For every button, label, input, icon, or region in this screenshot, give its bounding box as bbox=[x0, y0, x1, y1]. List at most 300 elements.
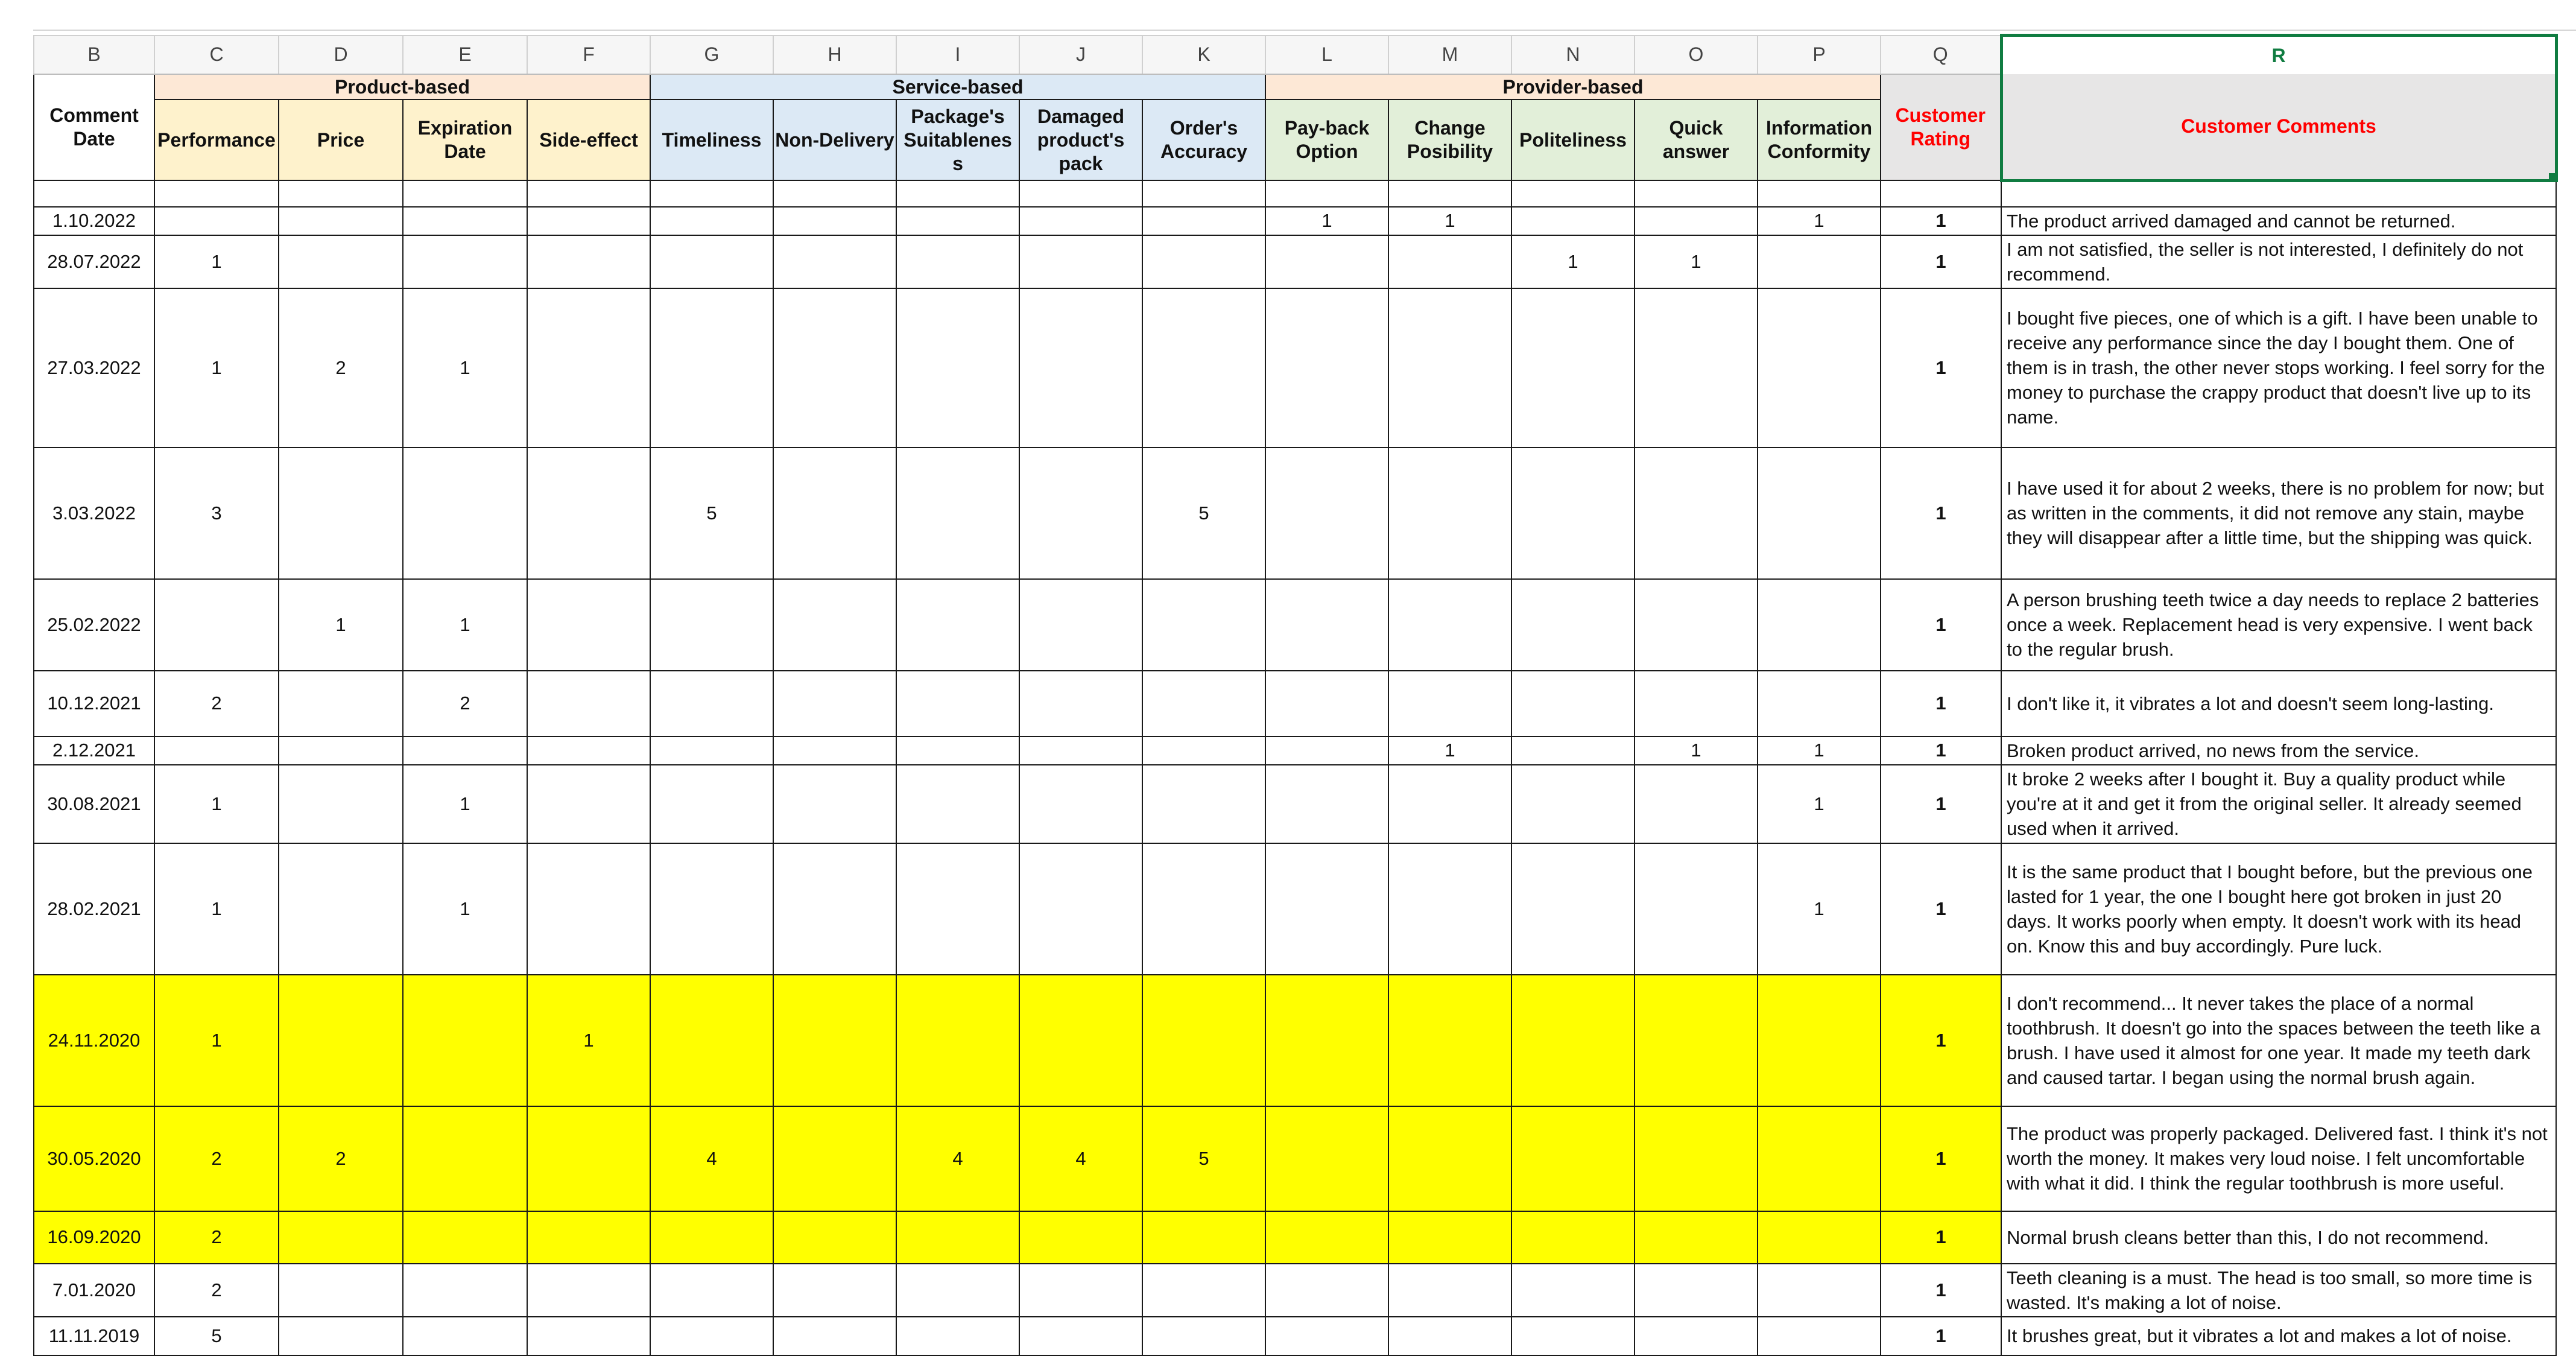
blank-cell[interactable] bbox=[1511, 180, 1635, 207]
comment-cell[interactable]: It is the same product that I bought before, but the previous one lasted for 1 year, the one I bought here got broken in just 20 days. It works poorly when empty. It doesn't work with its head on. Know this and buy accordingly. Pure luck. bbox=[2001, 843, 2556, 975]
score-cell[interactable] bbox=[896, 288, 1019, 448]
score-cell[interactable] bbox=[773, 207, 896, 235]
score-cell[interactable] bbox=[773, 975, 896, 1106]
group-product-based[interactable]: Product-based bbox=[154, 74, 650, 100]
column-header-n[interactable]: N bbox=[1511, 36, 1635, 75]
score-cell[interactable] bbox=[1265, 235, 1388, 288]
score-cell[interactable] bbox=[1388, 448, 1511, 579]
column-header-f[interactable]: F bbox=[527, 36, 650, 75]
column-header-m[interactable]: M bbox=[1388, 36, 1511, 75]
column-header-d[interactable]: D bbox=[279, 36, 403, 75]
score-cell[interactable] bbox=[1265, 1317, 1388, 1355]
table-row bbox=[34, 579, 2556, 671]
score-cell[interactable] bbox=[1265, 579, 1388, 671]
score-cell[interactable] bbox=[896, 448, 1019, 579]
rating-cell[interactable]: 1 bbox=[1881, 765, 2001, 843]
score-cell[interactable] bbox=[1388, 1317, 1511, 1355]
score-cell[interactable] bbox=[1511, 1264, 1635, 1317]
score-cell[interactable] bbox=[279, 975, 403, 1106]
score-cell[interactable] bbox=[896, 737, 1019, 765]
table-row bbox=[34, 448, 2556, 579]
header-customer-comments[interactable] bbox=[2001, 74, 2556, 180]
score-cell[interactable] bbox=[1511, 1317, 1635, 1355]
score-cell[interactable] bbox=[527, 1317, 650, 1355]
score-cell[interactable] bbox=[1388, 975, 1511, 1106]
score-cell[interactable] bbox=[1265, 1211, 1388, 1264]
score-cell[interactable]: 4 bbox=[650, 1106, 773, 1211]
score-cell[interactable] bbox=[1019, 579, 1142, 671]
score-cell[interactable] bbox=[527, 448, 650, 579]
score-cell[interactable] bbox=[1142, 579, 1265, 671]
score-cell[interactable] bbox=[896, 235, 1019, 288]
rating-cell[interactable]: 1 bbox=[1881, 579, 2001, 671]
score-cell[interactable] bbox=[527, 288, 650, 448]
score-cell[interactable] bbox=[1511, 975, 1635, 1106]
score-cell[interactable] bbox=[1511, 288, 1635, 448]
blank-cell[interactable] bbox=[896, 180, 1019, 207]
comment-cell[interactable]: The product arrived damaged and cannot be returned. bbox=[2001, 207, 2556, 235]
score-cell[interactable] bbox=[1019, 671, 1142, 737]
score-cell[interactable] bbox=[1388, 1264, 1511, 1317]
date-cell[interactable]: 10.12.2021 bbox=[34, 671, 154, 737]
score-cell[interactable] bbox=[279, 765, 403, 843]
score-cell[interactable] bbox=[1142, 975, 1265, 1106]
blank-cell[interactable] bbox=[154, 180, 279, 207]
score-cell[interactable]: 2 bbox=[154, 1106, 279, 1211]
blank-cell[interactable] bbox=[527, 180, 650, 207]
rating-cell[interactable]: 1 bbox=[1881, 1264, 2001, 1317]
header-customer-comments-label: Customer Comments bbox=[2181, 115, 2376, 138]
score-cell[interactable]: 1 bbox=[154, 235, 279, 288]
score-cell[interactable] bbox=[1758, 671, 1881, 737]
date-cell[interactable]: 1.10.2022 bbox=[34, 207, 154, 235]
score-cell[interactable] bbox=[650, 765, 773, 843]
score-cell[interactable] bbox=[1758, 975, 1881, 1106]
score-cell[interactable] bbox=[650, 843, 773, 975]
comment-cell[interactable]: I don't recommend... It never takes the place of a normal toothbrush. It doesn't go into the spaces between the teeth like a brush. I have used it almost for one year. It made my teeth dark and caused tartar. I began using the normal brush again. bbox=[2001, 975, 2556, 1106]
score-cell[interactable] bbox=[1635, 207, 1758, 235]
rating-cell[interactable]: 1 bbox=[1881, 207, 2001, 235]
comment-cell[interactable]: It broke 2 weeks after I bought it. Buy a quality product while you're at it and get it from the original seller. It already seemed used when it arrived. bbox=[2001, 765, 2556, 843]
score-cell[interactable] bbox=[1019, 1317, 1142, 1355]
score-cell[interactable]: 1 bbox=[1758, 765, 1881, 843]
score-cell[interactable]: 1 bbox=[403, 843, 527, 975]
score-cell[interactable] bbox=[154, 207, 279, 235]
score-cell[interactable] bbox=[650, 1211, 773, 1264]
score-cell[interactable] bbox=[1635, 579, 1758, 671]
score-cell[interactable] bbox=[527, 671, 650, 737]
score-cell[interactable] bbox=[650, 1264, 773, 1317]
date-cell[interactable]: 11.11.2019 bbox=[34, 1317, 154, 1355]
score-cell[interactable] bbox=[279, 1211, 403, 1264]
comment-cell[interactable]: Teeth cleaning is a must. The head is too small, so more time is wasted. It's making a lot of noise. bbox=[2001, 1264, 2556, 1317]
score-cell[interactable]: 1 bbox=[527, 975, 650, 1106]
score-cell[interactable] bbox=[1758, 1211, 1881, 1264]
score-cell[interactable] bbox=[650, 207, 773, 235]
score-cell[interactable] bbox=[154, 579, 279, 671]
column-header-r[interactable]: R bbox=[2001, 36, 2556, 75]
date-cell[interactable]: 30.08.2021 bbox=[34, 765, 154, 843]
score-cell[interactable]: 2 bbox=[403, 671, 527, 737]
score-cell[interactable] bbox=[527, 1264, 650, 1317]
score-cell[interactable] bbox=[1265, 1264, 1388, 1317]
score-cell[interactable] bbox=[896, 975, 1019, 1106]
score-cell[interactable]: 4 bbox=[1019, 1106, 1142, 1211]
score-cell[interactable] bbox=[1388, 843, 1511, 975]
score-cell[interactable] bbox=[773, 737, 896, 765]
score-cell[interactable] bbox=[1758, 579, 1881, 671]
blank-cell[interactable] bbox=[1019, 180, 1142, 207]
score-cell[interactable]: 1 bbox=[154, 765, 279, 843]
score-cell[interactable] bbox=[1511, 765, 1635, 843]
score-cell[interactable]: 1 bbox=[1758, 737, 1881, 765]
date-cell[interactable]: 28.02.2021 bbox=[34, 843, 154, 975]
score-cell[interactable]: 1 bbox=[154, 975, 279, 1106]
score-cell[interactable] bbox=[896, 207, 1019, 235]
score-cell[interactable] bbox=[1758, 1317, 1881, 1355]
blank-cell[interactable] bbox=[1265, 180, 1388, 207]
score-cell[interactable]: 4 bbox=[896, 1106, 1019, 1211]
header-payback-option[interactable]: Pay-back Option bbox=[1265, 100, 1388, 180]
score-cell[interactable] bbox=[896, 579, 1019, 671]
score-cell[interactable] bbox=[279, 1317, 403, 1355]
blank-cell[interactable] bbox=[650, 180, 773, 207]
score-cell[interactable] bbox=[1142, 1317, 1265, 1355]
rating-cell[interactable]: 1 bbox=[1881, 235, 2001, 288]
score-cell[interactable] bbox=[403, 448, 527, 579]
score-cell[interactable]: 5 bbox=[1142, 1106, 1265, 1211]
score-cell[interactable] bbox=[1388, 765, 1511, 843]
score-cell[interactable] bbox=[1265, 737, 1388, 765]
comment-cell[interactable]: It brushes great, but it vibrates a lot and makes a lot of noise. bbox=[2001, 1317, 2556, 1355]
score-cell[interactable] bbox=[1265, 1106, 1388, 1211]
score-cell[interactable] bbox=[1758, 448, 1881, 579]
date-cell[interactable]: 3.03.2022 bbox=[34, 448, 154, 579]
score-cell[interactable] bbox=[1758, 1264, 1881, 1317]
score-cell[interactable] bbox=[403, 1211, 527, 1264]
score-cell[interactable]: 1 bbox=[1635, 737, 1758, 765]
score-cell[interactable] bbox=[1635, 975, 1758, 1106]
score-cell[interactable] bbox=[896, 1264, 1019, 1317]
score-cell[interactable]: 2 bbox=[154, 1211, 279, 1264]
score-cell[interactable] bbox=[1019, 235, 1142, 288]
date-cell[interactable]: 27.03.2022 bbox=[34, 288, 154, 448]
score-cell[interactable]: 5 bbox=[650, 448, 773, 579]
score-cell[interactable] bbox=[527, 1211, 650, 1264]
score-cell[interactable] bbox=[650, 288, 773, 448]
table-row bbox=[34, 975, 2556, 1106]
score-cell[interactable] bbox=[1019, 207, 1142, 235]
score-cell[interactable] bbox=[650, 579, 773, 671]
score-cell[interactable] bbox=[1142, 235, 1265, 288]
fill-handle[interactable] bbox=[2549, 173, 2557, 181]
score-cell[interactable] bbox=[1142, 843, 1265, 975]
table-row bbox=[34, 288, 2556, 448]
score-cell[interactable] bbox=[279, 737, 403, 765]
score-cell[interactable] bbox=[1142, 1211, 1265, 1264]
header-side-effect[interactable]: Side-effect bbox=[527, 100, 650, 180]
column-header-c[interactable]: C bbox=[154, 36, 279, 75]
score-cell[interactable] bbox=[1635, 1106, 1758, 1211]
group-provider-based[interactable]: Provider-based bbox=[1265, 74, 1881, 100]
score-cell[interactable] bbox=[1019, 448, 1142, 579]
score-cell[interactable] bbox=[1511, 207, 1635, 235]
score-cell[interactable]: 1 bbox=[279, 579, 403, 671]
date-cell[interactable]: 30.05.2020 bbox=[34, 1106, 154, 1211]
score-cell[interactable] bbox=[527, 1106, 650, 1211]
score-cell[interactable] bbox=[279, 207, 403, 235]
score-cell[interactable] bbox=[1019, 975, 1142, 1106]
score-cell[interactable] bbox=[1635, 288, 1758, 448]
score-cell[interactable] bbox=[1511, 737, 1635, 765]
score-cell[interactable] bbox=[650, 235, 773, 288]
date-cell[interactable]: 24.11.2020 bbox=[34, 975, 154, 1106]
score-cell[interactable] bbox=[154, 737, 279, 765]
header-expiration-date[interactable]: Expiration Date bbox=[403, 100, 527, 180]
score-cell[interactable] bbox=[403, 1264, 527, 1317]
score-cell[interactable]: 1 bbox=[1388, 737, 1511, 765]
score-cell[interactable] bbox=[773, 579, 896, 671]
header-information-conformity[interactable]: Information Conformity bbox=[1758, 100, 1881, 180]
header-package-suitableness[interactable]: Package's Suitablenes s bbox=[896, 100, 1019, 180]
score-cell[interactable] bbox=[279, 671, 403, 737]
score-cell[interactable]: 2 bbox=[279, 1106, 403, 1211]
score-cell[interactable] bbox=[403, 975, 527, 1106]
score-cell[interactable]: 5 bbox=[154, 1317, 279, 1355]
rating-cell[interactable]: 1 bbox=[1881, 1317, 2001, 1355]
blank-cell[interactable] bbox=[1142, 180, 1265, 207]
score-cell[interactable]: 2 bbox=[154, 671, 279, 737]
score-cell[interactable]: 1 bbox=[1758, 843, 1881, 975]
header-order-accuracy[interactable]: Order's Accuracy bbox=[1142, 100, 1265, 180]
comment-cell[interactable]: I have used it for about 2 weeks, there is no problem for now; but as written in the comments, it did not remove any stain, maybe they will disappear after a little time, but the shipping was quick. bbox=[2001, 448, 2556, 579]
score-cell[interactable] bbox=[1511, 671, 1635, 737]
column-header-row bbox=[34, 36, 2556, 75]
score-cell[interactable] bbox=[773, 1264, 896, 1317]
score-cell[interactable] bbox=[1265, 671, 1388, 737]
score-cell[interactable] bbox=[1635, 1317, 1758, 1355]
score-cell[interactable]: 1 bbox=[1388, 207, 1511, 235]
blank-cell[interactable] bbox=[1388, 180, 1511, 207]
score-cell[interactable] bbox=[896, 671, 1019, 737]
header-customer-rating[interactable]: Customer Rating bbox=[1881, 74, 2001, 180]
score-cell[interactable]: 1 bbox=[154, 843, 279, 975]
score-cell[interactable] bbox=[650, 671, 773, 737]
column-header-q[interactable]: Q bbox=[1881, 36, 2001, 75]
score-cell[interactable] bbox=[403, 1106, 527, 1211]
score-cell[interactable] bbox=[773, 1106, 896, 1211]
score-cell[interactable] bbox=[773, 448, 896, 579]
header-damaged-pack[interactable]: Damaged product's pack bbox=[1019, 100, 1142, 180]
score-cell[interactable] bbox=[773, 235, 896, 288]
score-cell[interactable] bbox=[527, 765, 650, 843]
column-header-i[interactable]: I bbox=[896, 36, 1019, 75]
score-cell[interactable] bbox=[279, 448, 403, 579]
column-header-o[interactable]: O bbox=[1635, 36, 1758, 75]
score-cell[interactable] bbox=[279, 235, 403, 288]
score-cell[interactable] bbox=[1635, 448, 1758, 579]
rating-cell[interactable]: 1 bbox=[1881, 671, 2001, 737]
score-cell[interactable] bbox=[896, 1317, 1019, 1355]
score-cell[interactable] bbox=[1388, 288, 1511, 448]
score-cell[interactable]: 1 bbox=[1635, 235, 1758, 288]
score-cell[interactable] bbox=[896, 765, 1019, 843]
score-cell[interactable] bbox=[650, 1317, 773, 1355]
score-cell[interactable] bbox=[1635, 671, 1758, 737]
score-cell[interactable] bbox=[279, 843, 403, 975]
score-cell[interactable] bbox=[650, 975, 773, 1106]
score-cell[interactable] bbox=[1635, 1211, 1758, 1264]
score-cell[interactable] bbox=[1635, 1264, 1758, 1317]
score-cell[interactable] bbox=[1388, 1106, 1511, 1211]
score-cell[interactable] bbox=[1265, 288, 1388, 448]
score-cell[interactable] bbox=[1388, 1211, 1511, 1264]
score-cell[interactable] bbox=[1019, 1264, 1142, 1317]
score-cell[interactable] bbox=[1019, 1211, 1142, 1264]
score-cell[interactable] bbox=[279, 1264, 403, 1317]
score-cell[interactable] bbox=[896, 843, 1019, 975]
score-cell[interactable] bbox=[1511, 1106, 1635, 1211]
score-cell[interactable] bbox=[1758, 1106, 1881, 1211]
comment-cell[interactable]: Normal brush cleans better than this, I do not recommend. bbox=[2001, 1211, 2556, 1264]
score-cell[interactable]: 1 bbox=[1511, 235, 1635, 288]
comment-cell[interactable]: I am not satisfied, the seller is not interested, I definitely do not recommend. bbox=[2001, 235, 2556, 288]
score-cell[interactable] bbox=[1142, 737, 1265, 765]
score-cell[interactable]: 2 bbox=[279, 288, 403, 448]
score-cell[interactable] bbox=[773, 765, 896, 843]
rating-cell[interactable]: 1 bbox=[1881, 843, 2001, 975]
header-comment-date[interactable]: Comment Date bbox=[34, 74, 154, 180]
header-timeliness[interactable]: Timeliness bbox=[650, 100, 773, 180]
score-cell[interactable] bbox=[403, 235, 527, 288]
date-cell[interactable]: 28.07.2022 bbox=[34, 235, 154, 288]
score-cell[interactable]: 1 bbox=[1758, 207, 1881, 235]
score-cell[interactable]: 3 bbox=[154, 448, 279, 579]
column-header-g[interactable]: G bbox=[650, 36, 773, 75]
score-cell[interactable] bbox=[527, 737, 650, 765]
rating-cell[interactable]: 1 bbox=[1881, 1106, 2001, 1211]
rating-cell[interactable]: 1 bbox=[1881, 288, 2001, 448]
score-cell[interactable] bbox=[896, 1211, 1019, 1264]
comment-cell[interactable]: I bought five pieces, one of which is a gift. I have been unable to receive any performance since the day I bought them. One of them is in trash, the other never stops working. I feel sorry for the money to purchase the crappy product that doesn't live up to its name. bbox=[2001, 288, 2556, 448]
score-cell[interactable] bbox=[1758, 288, 1881, 448]
score-cell[interactable]: 2 bbox=[154, 1264, 279, 1317]
score-cell[interactable] bbox=[1511, 1211, 1635, 1264]
column-header-l[interactable]: L bbox=[1265, 36, 1388, 75]
header-price[interactable]: Price bbox=[279, 100, 403, 180]
score-cell[interactable] bbox=[1142, 207, 1265, 235]
score-cell[interactable] bbox=[1758, 235, 1881, 288]
blank-cell[interactable] bbox=[773, 180, 896, 207]
score-cell[interactable] bbox=[1511, 579, 1635, 671]
score-cell[interactable] bbox=[1019, 288, 1142, 448]
score-cell[interactable] bbox=[773, 1211, 896, 1264]
score-cell[interactable] bbox=[527, 579, 650, 671]
comment-cell[interactable]: The product was properly packaged. Delivered fast. I think it's not worth the money. It makes very loud noise. I felt uncomfortable with what it did. I think the regular toothbrush is more useful. bbox=[2001, 1106, 2556, 1211]
score-cell[interactable] bbox=[403, 207, 527, 235]
score-cell[interactable] bbox=[1019, 737, 1142, 765]
score-cell[interactable] bbox=[403, 1317, 527, 1355]
date-cell[interactable]: 25.02.2022 bbox=[34, 579, 154, 671]
column-header-p[interactable]: P bbox=[1758, 36, 1881, 75]
score-cell[interactable]: 1 bbox=[1265, 207, 1388, 235]
date-cell[interactable]: 7.01.2020 bbox=[34, 1264, 154, 1317]
score-cell[interactable] bbox=[1265, 843, 1388, 975]
header-quick-answer[interactable]: Quick answer bbox=[1635, 100, 1758, 180]
score-cell[interactable] bbox=[527, 843, 650, 975]
score-cell[interactable] bbox=[1142, 1264, 1265, 1317]
score-cell[interactable] bbox=[1019, 843, 1142, 975]
score-cell[interactable] bbox=[527, 235, 650, 288]
column-header-h[interactable]: H bbox=[773, 36, 896, 75]
score-cell[interactable] bbox=[650, 737, 773, 765]
comment-cell[interactable]: Broken product arrived, no news from the service. bbox=[2001, 737, 2556, 765]
blank-cell[interactable] bbox=[279, 180, 403, 207]
header-performance[interactable]: Performance bbox=[154, 100, 279, 180]
score-cell[interactable] bbox=[1511, 843, 1635, 975]
blank-cell[interactable] bbox=[2001, 180, 2556, 207]
score-cell[interactable] bbox=[773, 671, 896, 737]
score-cell[interactable] bbox=[403, 737, 527, 765]
rating-cell[interactable]: 1 bbox=[1881, 448, 2001, 579]
rating-cell[interactable]: 1 bbox=[1881, 975, 2001, 1106]
score-cell[interactable] bbox=[773, 1317, 896, 1355]
comment-cell[interactable]: A person brushing teeth twice a day needs to replace 2 batteries once a week. Replacement head is very expensive. I went back to the regular brush. bbox=[2001, 579, 2556, 671]
score-cell[interactable] bbox=[773, 288, 896, 448]
score-cell[interactable]: 1 bbox=[403, 765, 527, 843]
score-cell[interactable] bbox=[1265, 765, 1388, 843]
column-header-b[interactable]: B bbox=[34, 36, 154, 75]
header-non-delivery[interactable]: Non-Delivery bbox=[773, 100, 896, 180]
score-cell[interactable] bbox=[1265, 448, 1388, 579]
column-header-e[interactable]: E bbox=[403, 36, 527, 75]
header-politeliness[interactable]: Politeliness bbox=[1511, 100, 1635, 180]
score-cell[interactable] bbox=[1635, 843, 1758, 975]
column-header-k[interactable]: K bbox=[1142, 36, 1265, 75]
blank-cell[interactable] bbox=[403, 180, 527, 207]
score-cell[interactable]: 1 bbox=[154, 288, 279, 448]
score-cell[interactable] bbox=[1019, 765, 1142, 843]
blank-cell[interactable] bbox=[1635, 180, 1758, 207]
group-service-based[interactable]: Service-based bbox=[650, 74, 1265, 100]
date-cell[interactable]: 16.09.2020 bbox=[34, 1211, 154, 1264]
score-cell[interactable]: 5 bbox=[1142, 448, 1265, 579]
score-cell[interactable]: 1 bbox=[403, 579, 527, 671]
column-header-j[interactable]: J bbox=[1019, 36, 1142, 75]
score-cell[interactable]: 1 bbox=[403, 288, 527, 448]
score-cell[interactable] bbox=[773, 843, 896, 975]
score-cell[interactable] bbox=[1635, 765, 1758, 843]
score-cell[interactable] bbox=[1388, 579, 1511, 671]
score-cell[interactable] bbox=[1511, 448, 1635, 579]
rating-cell[interactable]: 1 bbox=[1881, 737, 2001, 765]
date-cell[interactable]: 2.12.2021 bbox=[34, 737, 154, 765]
score-cell[interactable] bbox=[1142, 288, 1265, 448]
score-cell[interactable] bbox=[1388, 235, 1511, 288]
rating-cell[interactable]: 1 bbox=[1881, 1211, 2001, 1264]
blank-cell[interactable] bbox=[1881, 180, 2001, 207]
score-cell[interactable] bbox=[527, 207, 650, 235]
header-change-posibility[interactable]: Change Posibility bbox=[1388, 100, 1511, 180]
score-cell[interactable] bbox=[1388, 671, 1511, 737]
score-cell[interactable] bbox=[1142, 765, 1265, 843]
blank-cell[interactable] bbox=[1758, 180, 1881, 207]
spreadsheet-grid[interactable] bbox=[33, 34, 2558, 1356]
comment-cell[interactable]: I don't like it, it vibrates a lot and doesn't seem long-lasting. bbox=[2001, 671, 2556, 737]
blank-cell[interactable] bbox=[34, 180, 154, 207]
score-cell[interactable] bbox=[1142, 671, 1265, 737]
score-cell[interactable] bbox=[1265, 975, 1388, 1106]
